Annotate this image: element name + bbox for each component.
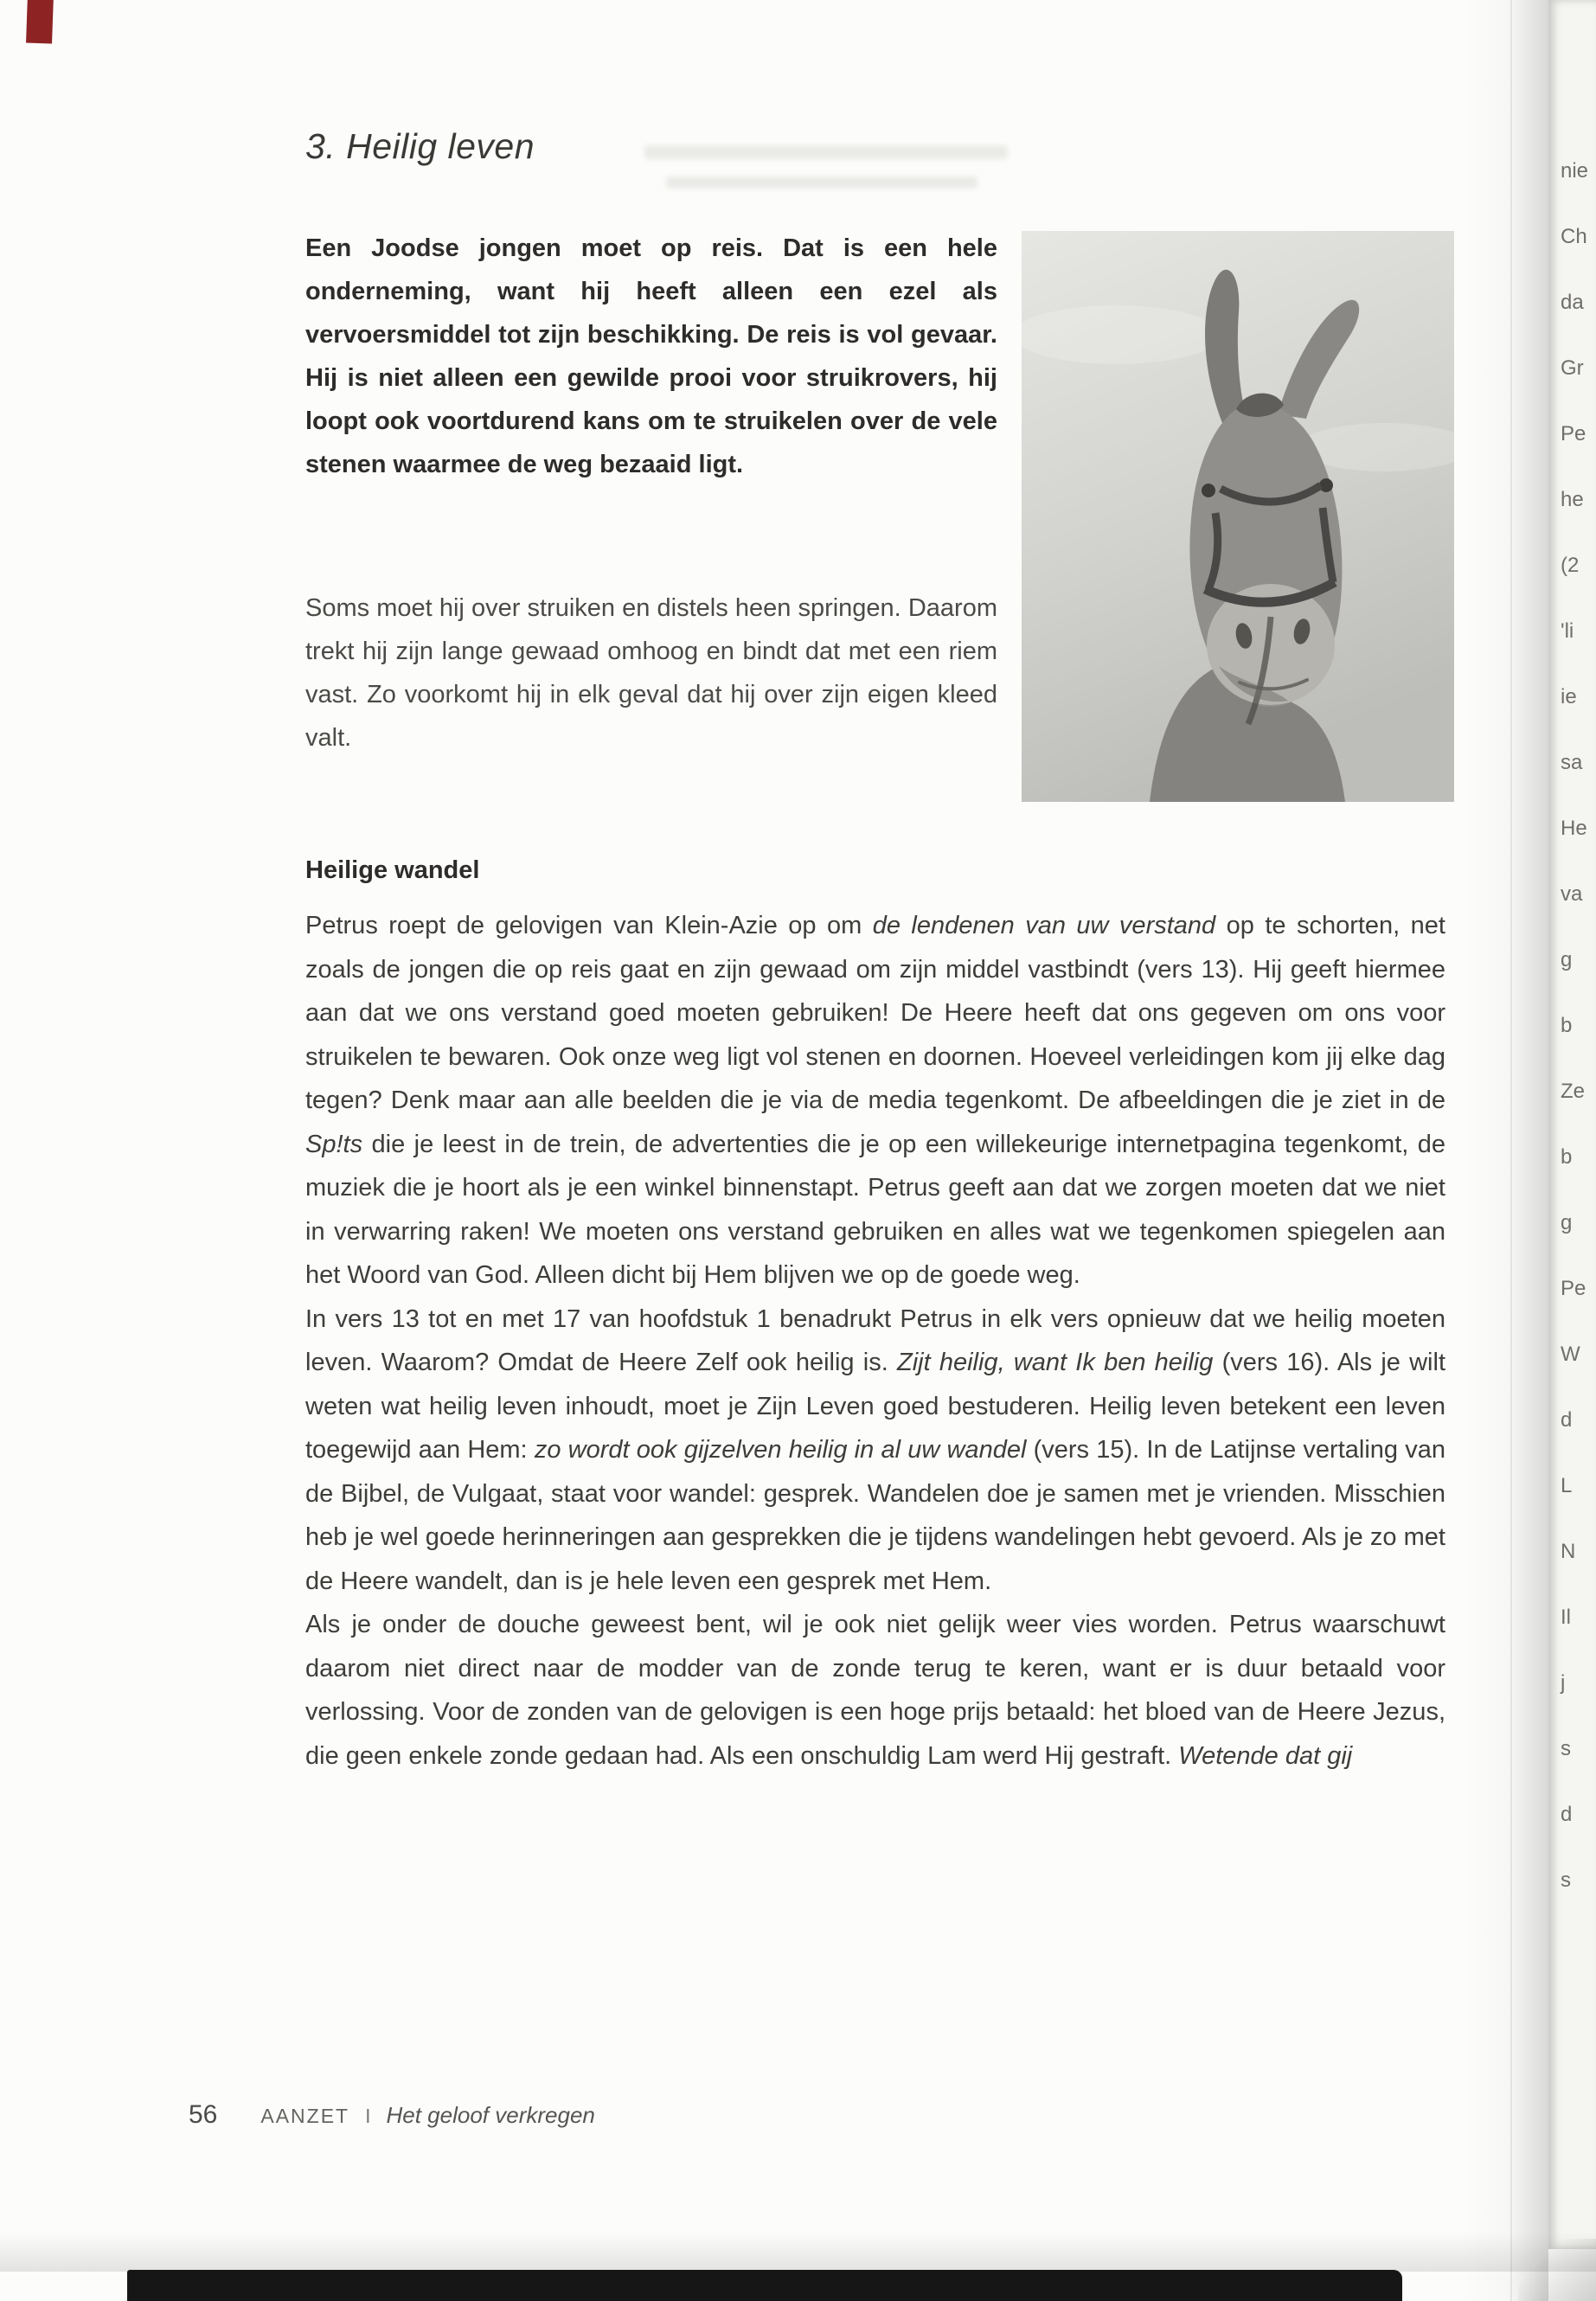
body-paragraph: In vers 13 tot en met 17 van hoofdstuk 1 benadrukt Petrus in elk vers opnieuw dat we heilig moeten leven. Waarom? Omdat de Heere Zelf ook heilig is. Zijt heilig, want Ik ben heilig (vers 16). Als je wilt weten wat heilig leven inhoudt, moet je Zijn Leven goed bestuderen. Heilig leven betekent een leven toegewijd aan Hem: zo wordt ook gijzelven heilig in al uw wandel (vers 15). In de Latijnse vertaling van de Bijbel, de Vulgaat, staat voor wandel: gesprek. Wandelen doe je samen met je vrienden. Misschien heb je wel goede herinneringen aan gesprekken die je tijdens wandelingen hebt gevoerd. Als je zo met de Heere wandelt, dan is je hele leven een gesprek met Hem. [305,1304,1445,1595]
edge-fragment: g [1561,948,1573,971]
page-crease-line [1510,0,1512,2301]
showthrough-ghost-line [644,145,1008,159]
corner-shadow [1518,2239,1596,2301]
edge-fragment: Pe [1561,422,1586,445]
donkey-eye-right [1319,478,1333,492]
showthrough-ghost-line [666,176,977,189]
page-footer [189,2100,595,2130]
edge-fragment: Ze [1561,1080,1586,1103]
edge-fragment: sa [1561,751,1583,774]
edge-fragment: g [1561,1211,1573,1234]
intro-paragraph-bold: Een Joodse jongen moet op reis. Dat is een hele onderneming, want hij heeft alleen een ezel als vervoersmiddel tot zijn beschikking. De reis is vol gevaar. Hij is niet alleen een gewilde prooi voor struikrovers, hij loopt ook voortdurend kans om te struikelen over de vele stenen waarmee de weg bezaaid ligt. [305,234,997,478]
edge-fragment: da [1561,291,1584,314]
edge-fragment: s [1561,1868,1571,1892]
edge-fragment: N [1561,1540,1576,1563]
page-number: 56 [189,2100,218,2129]
edge-fragment: d [1561,1803,1573,1826]
page-bottom-shadow [0,2232,1596,2272]
edge-fragment: Pe [1561,1277,1586,1300]
body-paragraph: Als je onder de douche geweest bent, wil je ook niet gelijk weer vies worden. Petrus waarschuwt daarom niet direct naar de modder van de zonde terug te keren, want er is duur betaald voor verlossing. Voor de zonden van de gelovigen is een hoge prijs betaald: het bloed van de Heere Jezus, die geen enkele zonde gedaan had. Als een onschuldig Lam werd Hij gestraft. Wetende dat gij [305,1611,1445,1770]
book-title: AANZET [260,2105,350,2127]
red-bookmark-mark [26,0,54,44]
edge-fragment: W [1561,1343,1580,1366]
body-text [305,904,1445,1778]
edge-fragment: Gr [1561,356,1584,380]
intro-paragraph-regular: Soms moet hij over struiken en distels heen springen. Daarom trekt hij zijn lange gewaad omhoog en bindt dat met een riem vast. Zo voorkomt hij in elk geval dat hij over zijn eigen kleed valt. [305,594,997,752]
edge-fragment: ie [1561,685,1577,708]
footer-chapter-title: Het geloof verkregen [386,2102,595,2128]
edge-fragment: 'li [1561,619,1574,643]
footer-separator: I [365,2105,371,2127]
section-heading: Heilige wandel [305,856,480,884]
chapter-title: 3. Heilig leven [305,126,535,166]
body-paragraph: Petrus roept de gelovigen van Klein-Azie op om de lendenen van uw verstand op te schorten, net zoals de jongen die op reis gaat en zijn gewaad om zijn middel vastbindt (vers 13). Hij geeft hiermee aan dat we ons verstand goed moeten gebruiken! De Heere heeft dat ons gegeven om ons voor struikelen te bewaren. Ook onze weg ligt vol stenen en doornen. Hoeveel verleidingen kom jij elke dag tegen? Denk maar aan alle beelden die je via de media tegenkomt. De afbeeldingen die je ziet in de Sp!ts die je leest in de trein, de advertenties die je op een willekeurige internetpagina tegenkomt, de muziek die je hoort als je een winkel binnenstapt. Petrus geeft aan dat we zorgen moeten dat we niet in verwarring raken! We moeten ons verstand gebruiken en alles wat we tegenkomen spiegelen aan het Woord van God. Alleen dicht bij Hem blijven we op de goede weg. [305,912,1445,1289]
edge-fragment: d [1561,1408,1573,1432]
edge-fragment: Il [1561,1606,1571,1629]
donkey-eye-left [1202,484,1215,497]
edge-fragment: L [1561,1474,1573,1497]
next-page-text-fragments [1561,138,1588,1913]
edge-fragment: b [1561,1145,1573,1169]
edge-fragment: b [1561,1014,1573,1037]
edge-fragment: (2 [1561,554,1580,577]
edge-fragment: va [1561,882,1583,906]
donkey-photo [1022,231,1454,802]
edge-fragment: s [1561,1737,1571,1760]
edge-fragment: nie [1561,159,1589,183]
edge-fragment: He [1561,817,1587,840]
edge-fragment: he [1561,488,1584,511]
page-curve-shadow [1460,0,1548,2301]
book-edge-strip [127,2270,1402,2301]
edge-fragment: j [1561,1671,1566,1695]
edge-fragment: Ch [1561,225,1587,248]
next-page-sliver [1548,0,1596,2249]
